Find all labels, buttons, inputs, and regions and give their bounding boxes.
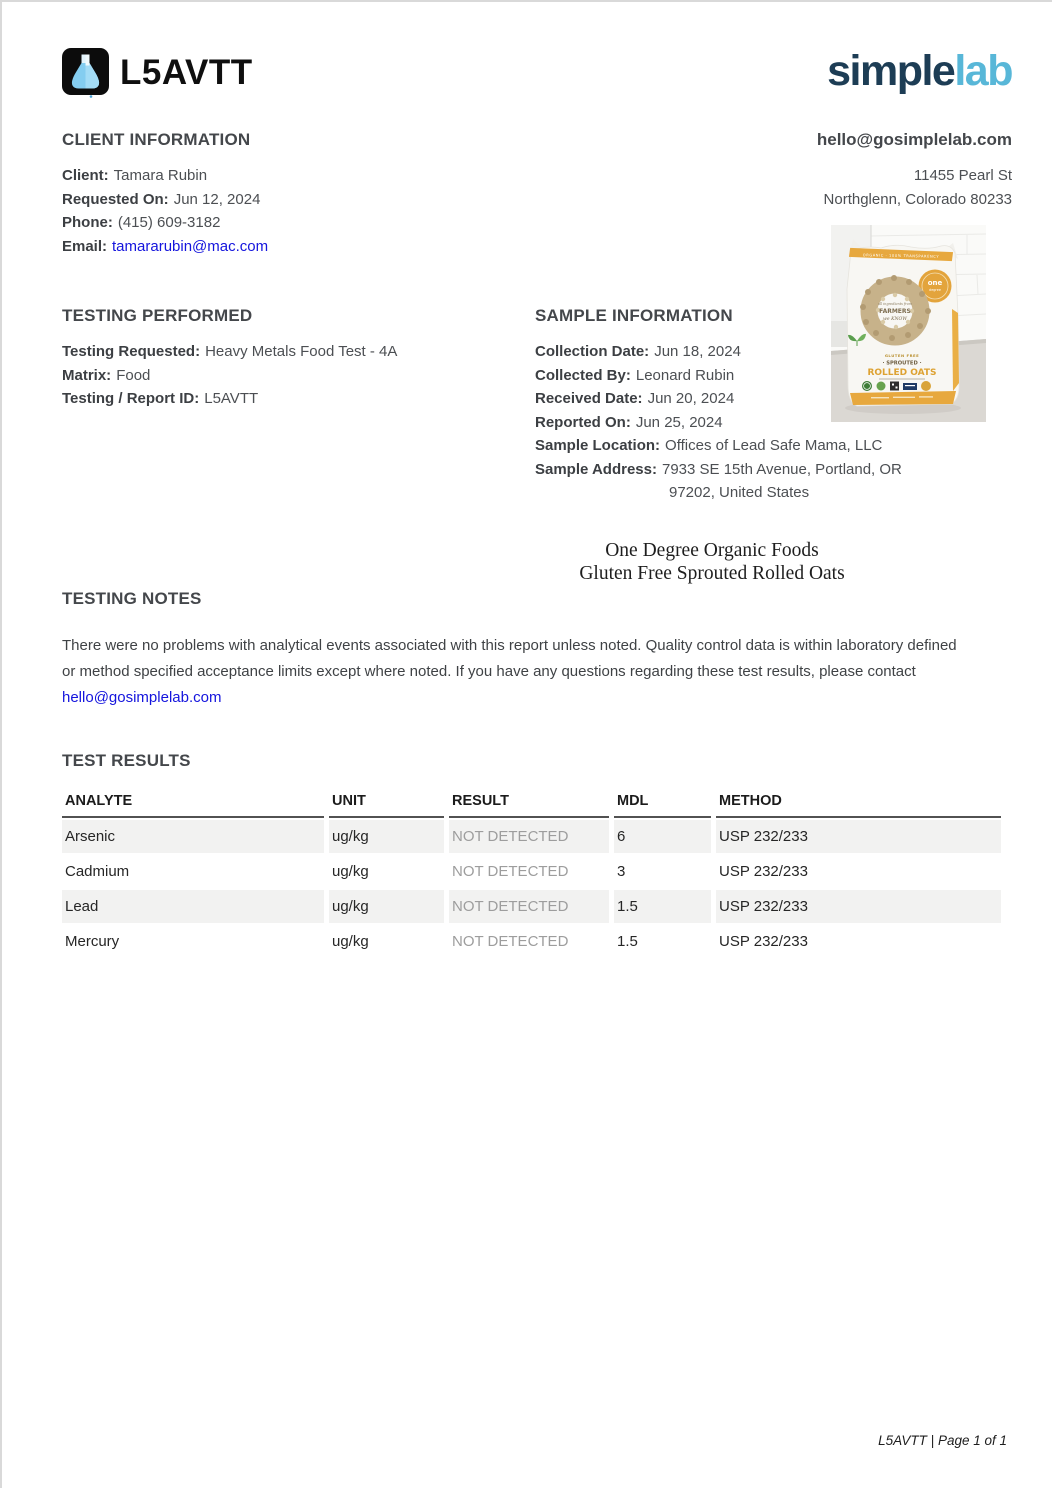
testing-performed-heading: TESTING PERFORMED <box>62 306 253 325</box>
method-cell: USP 232/233 <box>719 862 808 880</box>
photo-sprouted-text: · SPROUTED · <box>882 360 922 367</box>
testing-notes-heading: TESTING NOTES <box>62 588 202 608</box>
field-value: L5AVTT <box>204 390 259 407</box>
result-cell: NOT DETECTED <box>452 862 569 880</box>
mdl-cell: 1.5 <box>617 932 638 950</box>
field-label: Phone: <box>62 214 113 231</box>
method-cell: USP 232/233 <box>716 890 1001 923</box>
mdl-cell: 6 <box>614 820 711 853</box>
unit-cell: ug/kg <box>332 932 369 950</box>
field-value: Heavy Metals Food Test - 4A <box>205 343 398 360</box>
column-header-analyte: ANALYTE <box>62 793 324 818</box>
field-label: Collection Date: <box>535 343 650 360</box>
email-field <box>62 235 268 259</box>
photo-rolled-oats-text: ROLLED OATS <box>867 368 937 378</box>
result-cell: NOT DETECTED <box>452 932 569 950</box>
table-row-lead <box>62 890 1001 923</box>
analyte-cell: Mercury <box>65 932 120 950</box>
field-value: Jun 12, 2024 <box>173 190 261 208</box>
analyte-cell: Lead <box>62 890 324 923</box>
page-footer <box>878 1433 1007 1448</box>
product-name-line1: One Degree Organic Foods <box>605 539 819 561</box>
sample-product-name <box>422 539 1002 585</box>
field-label: Reported On: <box>535 413 631 431</box>
test-results-heading: TEST RESULTS <box>62 750 191 770</box>
report-id-field <box>62 387 535 411</box>
lab-email: hello@gosimplelab.com <box>816 130 1012 149</box>
table-header-row <box>62 793 1001 818</box>
client-field <box>62 164 268 188</box>
field-label: Testing Requested: <box>62 343 201 360</box>
test-results-table <box>57 791 1006 960</box>
flask-icon <box>62 48 109 98</box>
field-label: Collected By: <box>535 366 631 384</box>
field-label: Email: <box>62 237 108 255</box>
column-header-mdl: MDL <box>614 793 711 818</box>
report-id-title: L5AVTT <box>120 53 253 92</box>
lab-address-line2: Northglenn, Colorado 80233 <box>823 190 1012 208</box>
field-value: (415) 609-3182 <box>117 214 221 231</box>
photo-wreath-line1: all ingredients from <box>877 302 913 306</box>
sample-location-field <box>535 434 1012 458</box>
field-value: Jun 25, 2024 <box>635 413 723 431</box>
simplelab-logo-lab: lab <box>954 47 1012 95</box>
unit-cell: ug/kg <box>329 820 444 853</box>
footer-divider: | <box>930 1433 935 1448</box>
field-value: Food <box>116 366 151 384</box>
analyte-cell: Arsenic <box>62 820 324 853</box>
unit-cell: ug/kg <box>329 890 444 923</box>
client-information-section <box>62 130 268 258</box>
table-row-mercury <box>62 925 1001 958</box>
footer-page-number: Page 1 of 1 <box>937 1433 1007 1448</box>
notes-text: There were no problems with analytical events associated with this report unless noted. Quality control data is within laboratory defined or method specified acceptance limits except where noted. If you have any questions regarding these test results, please contact <box>62 636 957 680</box>
mdl-cell: 1.5 <box>614 890 711 923</box>
sample-address-line2: 97202, United States <box>669 484 810 501</box>
analyte-cell: Cadmium <box>65 862 130 880</box>
field-label: Matrix: <box>62 366 112 384</box>
testing-performed-section <box>62 306 535 505</box>
column-header-method: METHOD <box>716 793 1001 818</box>
field-label: Sample Location: <box>535 437 661 454</box>
field-value: Jun 18, 2024 <box>654 343 741 360</box>
header <box>62 48 1012 98</box>
unit-cell: ug/kg <box>332 862 369 880</box>
method-cell: USP 232/233 <box>716 820 1001 853</box>
photo-badge-line1: one <box>927 279 943 287</box>
photo-badge-line2: degree <box>929 288 941 292</box>
field-label: Client: <box>62 167 109 184</box>
column-header-result: RESULT <box>449 793 609 818</box>
photo-top-band-text: ORGANIC · 100% TRANSPARENCY <box>862 253 940 259</box>
sample-product-photo <box>831 225 986 422</box>
simplelab-logo <box>827 48 1012 95</box>
field-value <box>662 458 902 505</box>
table-row-arsenic <box>62 820 1001 853</box>
field-value: Tamara Rubin <box>113 167 208 184</box>
photo-wreath-line2: FARMERS <box>879 308 911 315</box>
sample-address-field <box>535 458 1012 505</box>
mdl-cell: 3 <box>617 862 626 880</box>
field-label: Requested On: <box>62 190 169 208</box>
simplelab-logo-simple: simple <box>827 47 955 95</box>
testing-notes-paragraph <box>62 633 970 711</box>
photo-wreath-line3: we KNOW <box>882 317 908 322</box>
testing-requested-field <box>62 340 535 364</box>
column-header-unit: UNIT <box>329 793 444 818</box>
matrix-field <box>62 364 535 388</box>
field-label: Received Date: <box>535 390 643 407</box>
result-cell: NOT DETECTED <box>449 890 609 923</box>
client-information-heading: CLIENT INFORMATION <box>62 130 251 149</box>
sample-address-line1: 7933 SE 15th Avenue, Portland, OR <box>662 460 902 478</box>
lab-address-line1: 11455 Pearl St <box>913 167 1012 184</box>
footer-report-id: L5AVTT <box>878 1433 927 1448</box>
table-row-cadmium <box>62 855 1001 888</box>
sample-information-heading: SAMPLE INFORMATION <box>535 306 733 325</box>
requested-on-field <box>62 188 268 212</box>
field-label: Testing / Report ID: <box>62 390 200 407</box>
phone-field <box>62 211 268 235</box>
client-email-link[interactable]: tamararubin@mac.com <box>112 237 269 255</box>
photo-gluten-free-text: GLUTEN FREE <box>884 353 920 358</box>
result-cell: NOT DETECTED <box>449 820 609 853</box>
field-value: Offices of Lead Safe Mama, LLC <box>665 437 883 454</box>
method-cell: USP 232/233 <box>719 932 808 950</box>
field-label: Sample Address: <box>535 460 657 478</box>
notes-email-link[interactable]: hello@gosimplelab.com <box>62 688 222 706</box>
field-value: Jun 20, 2024 <box>647 390 735 407</box>
report-logo <box>62 48 253 98</box>
product-name-line2: Gluten Free Sprouted Rolled Oats <box>579 562 845 584</box>
field-value: Leonard Rubin <box>635 366 735 384</box>
